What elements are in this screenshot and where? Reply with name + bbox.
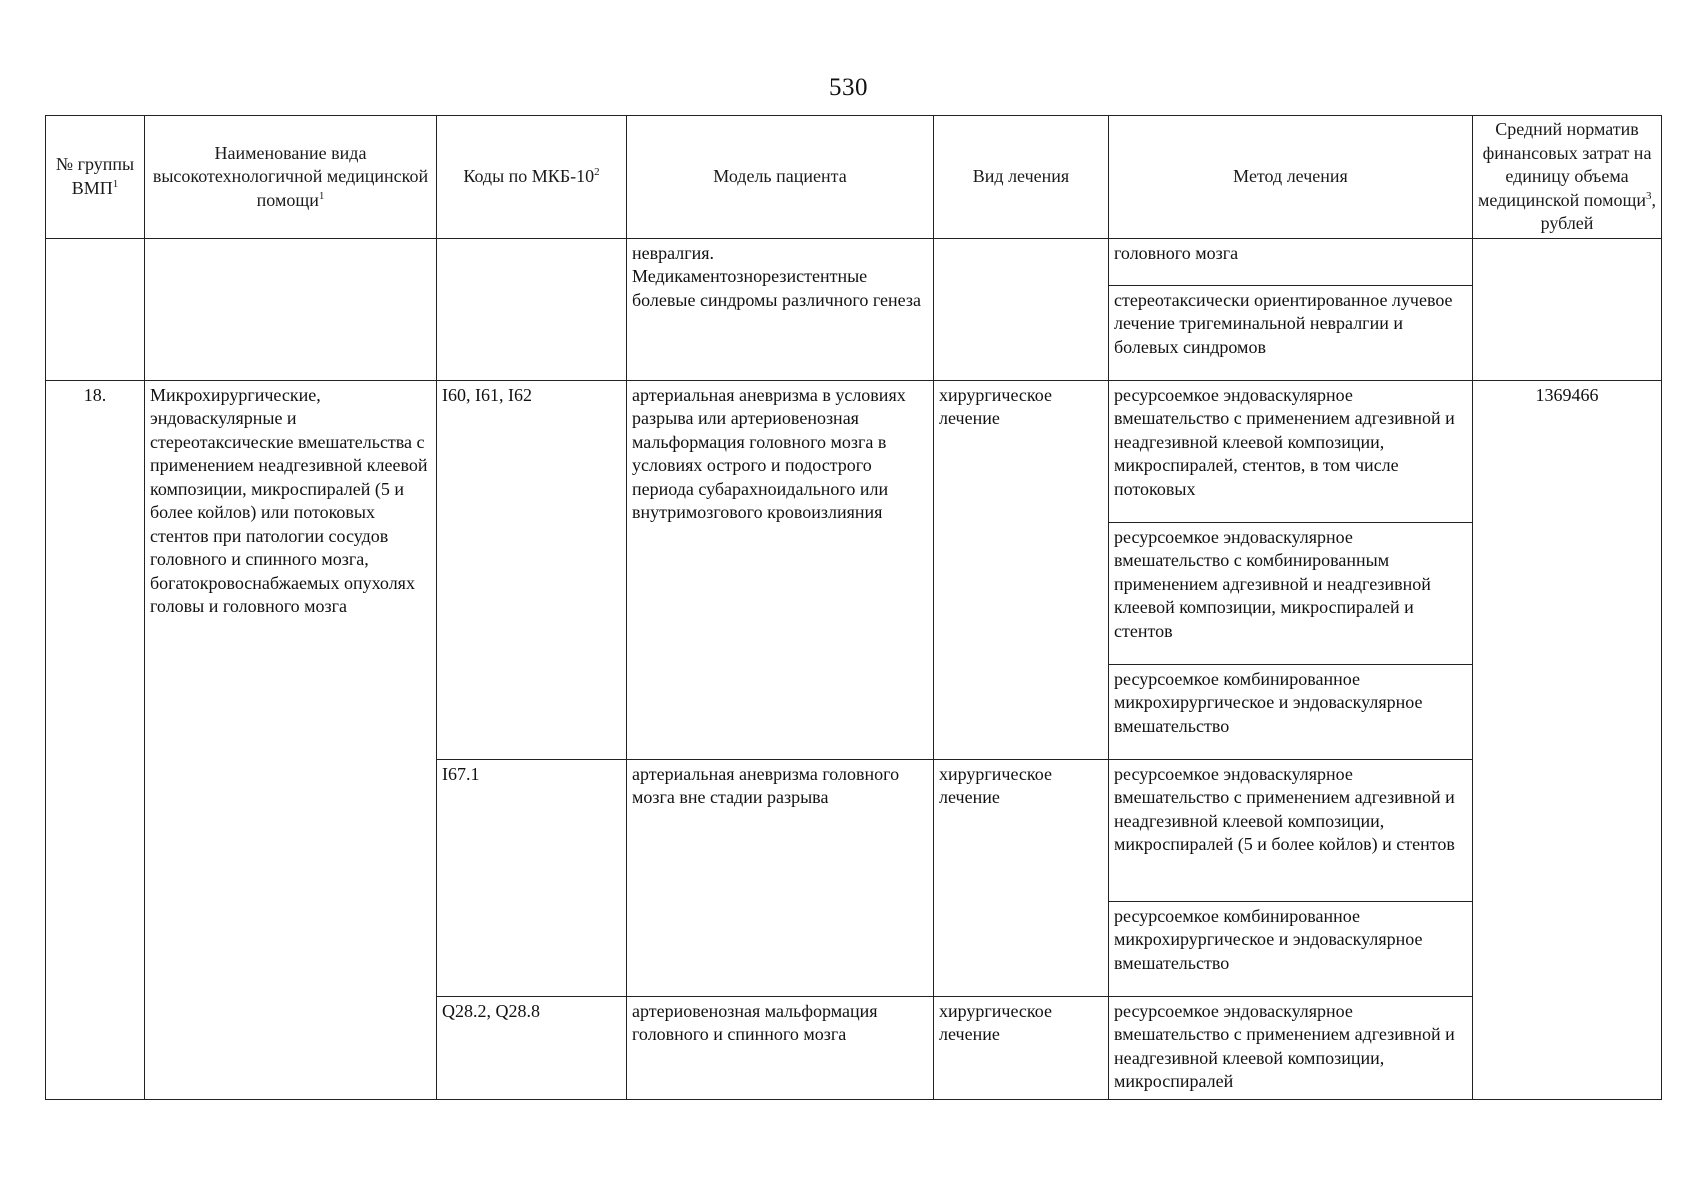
header-row xyxy=(46,116,1662,239)
cell-treatment-type: хирургическое лечение xyxy=(934,380,1109,759)
header-group-no: № группы ВМП$^1$ xyxy=(46,116,145,239)
cell-patient-model: артериальная аневризма головного мозга вне стадии разрыва xyxy=(627,759,934,996)
cell-vmp-name: Микрохирургические, эндоваскулярные и стереотаксические вмешательства с применением неадгезивной клеевой композиции, микроспиралей (5 и более койлов) или потоковых стентов при патологии сосудов головного и спинного мозга, богатокровоснабжаемых опухолях головы и головного мозга xyxy=(145,380,437,1099)
cell-icd-codes xyxy=(437,238,627,380)
cell-group-no: 18. xyxy=(46,380,145,1099)
cell-treatment-method: ресурсоемкое эндоваскулярное вмешательство с применением адгезивной и неадгезивной клеевой композиции, микроспиралей xyxy=(1109,996,1473,1099)
cell-treatment-method: ресурсоемкое эндоваскулярное вмешательство с применением адгезивной и неадгезивной клеевой композиции, микроспиралей (5 и более койлов) и стентов xyxy=(1109,759,1473,901)
header-norm-cost: Средний норматив финансовых затрат на единицу объема медицинской помощи$^3$, рублей xyxy=(1473,116,1662,239)
cell-treatment-type xyxy=(934,238,1109,380)
cell-icd-codes: I60, I61, I62 xyxy=(437,380,627,759)
cell-patient-model: артериовенозная мальформация головного и спинного мозга xyxy=(627,996,934,1099)
header-icd-codes: Коды по МКБ-$10^2$ xyxy=(437,116,627,239)
cell-vmp-name xyxy=(145,238,437,380)
cell-treatment-type: хирургическое лечение xyxy=(934,996,1109,1099)
cell-patient-model: артериальная аневризма в условиях разрыва или артериовенозная мальформация головного мозга в условиях острого и подострого периода субарахноидального или внутримозгового кровоизлияния xyxy=(627,380,934,759)
table-row xyxy=(46,380,1662,522)
cell-treatment-type: хирургическое лечение xyxy=(934,759,1109,996)
cell-treatment-method: ресурсоемкое эндоваскулярное вмешательство с комбинированным применением адгезивной и неадгезивной клеевой композиции, микроспиралей и стентов xyxy=(1109,522,1473,664)
table-row xyxy=(46,238,1662,285)
cell-treatment-method: стереотаксически ориентированное лучевое лечение тригеминальной невралгии и болевых синдромов xyxy=(1109,285,1473,380)
header-patient-model: Модель пациента xyxy=(627,116,934,239)
cell-treatment-method: ресурсоемкое комбинированное микрохирургическое и эндоваскулярное вмешательство xyxy=(1109,901,1473,996)
cell-patient-model: невралгия. Медикаментознорезистентные болевые синдромы различного генеза xyxy=(627,238,934,380)
header-treatment-method: Метод лечения xyxy=(1109,116,1473,239)
page-number: 530 xyxy=(829,74,868,101)
cell-treatment-method: ресурсоемкое комбинированное микрохирургическое и эндоваскулярное вмешательство xyxy=(1109,664,1473,759)
cell-group-no xyxy=(46,238,145,380)
cell-treatment-method: головного мозга xyxy=(1109,238,1473,285)
header-treatment-type: Вид лечения xyxy=(934,116,1109,239)
cell-norm-cost: 1369466 xyxy=(1473,380,1662,1099)
vmp-table xyxy=(45,115,1662,1100)
cell-norm-cost xyxy=(1473,238,1662,380)
cell-icd-codes: Q28.2, Q28.8 xyxy=(437,996,627,1099)
cell-treatment-method: ресурсоемкое эндоваскулярное вмешательство с применением адгезивной и неадгезивной клеевой композиции, микроспиралей, стентов, в том числе потоковых xyxy=(1109,380,1473,522)
header-vmp-name: Наименование вида высокотехнологичной медицинской помощи$^1$ xyxy=(145,116,437,239)
cell-icd-codes: I67.1 xyxy=(437,759,627,996)
